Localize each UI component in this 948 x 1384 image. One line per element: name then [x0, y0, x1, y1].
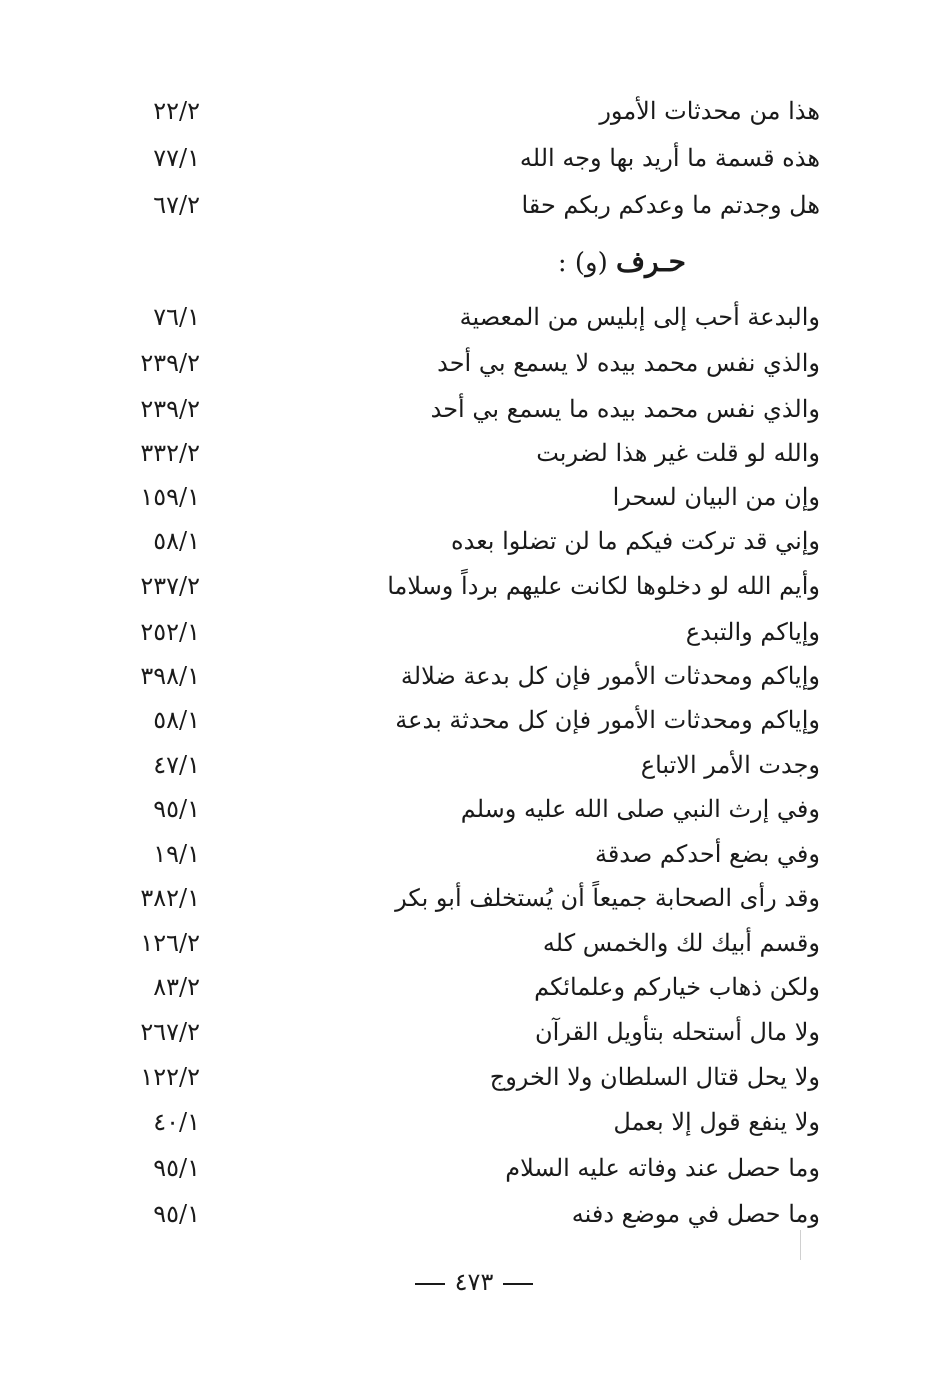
entry-phrase: هذا من محدثات الأمور: [599, 97, 820, 125]
entry-reference: ٣٩٨/١: [140, 662, 200, 690]
entry-phrase: ولا يحل قتال السلطان ولا الخروج: [489, 1063, 820, 1091]
entry-reference: ٢٦٧/٢: [140, 1018, 200, 1046]
entry-phrase: وإياكم ومحدثات الأمور فإن كل بدعة ضلالة: [400, 662, 820, 690]
page-number-dash-left: [415, 1283, 445, 1285]
index-entry: [0, 1145, 948, 1191]
entry-reference: ٢٥٢/١: [140, 618, 200, 646]
entry-phrase: وفي إرث النبي صلى الله عليه وسلم: [460, 795, 820, 823]
entry-phrase: وإني قد تركت فيكم ما لن تضلوا بعده: [451, 527, 820, 555]
index-entry: [0, 563, 948, 609]
index-entry: [0, 88, 948, 134]
entry-phrase: والله لو قلت غير هذا لضربت: [536, 439, 820, 467]
index-entry: [0, 831, 948, 877]
entry-phrase: هذه قسمة ما أريد بها وجه الله: [519, 144, 820, 172]
entry-reference: ٧٦/١: [153, 303, 200, 331]
entry-phrase: وما حصل عند وفاته عليه السلام: [505, 1154, 820, 1182]
entry-reference: ٨٣/٢: [153, 973, 200, 1001]
index-entry: [0, 697, 948, 743]
entry-reference: ٣٨٢/١: [140, 884, 200, 912]
entry-reference: ١٥٩/١: [140, 483, 200, 511]
entry-reference: ٢٢/٢: [153, 97, 200, 125]
entry-reference: ٥٨/١: [153, 706, 200, 734]
entry-phrase: وقسم أبيك لك والخمس كله: [542, 929, 820, 957]
entry-reference: ٢٣٩/٢: [140, 395, 200, 423]
section-heading-word: حـرف: [616, 245, 686, 278]
entry-phrase: وإن من البيان لسحرا: [612, 483, 820, 511]
entry-reference: ١٢٦/٢: [140, 929, 200, 957]
section-heading-letter: (و) :: [557, 248, 608, 278]
index-entry: [0, 1191, 948, 1237]
entry-reference: ٥٨/١: [153, 527, 200, 555]
entry-phrase: والبدعة أحب إلى إبليس من المعصية: [459, 303, 820, 331]
entry-reference: ٩٥/١: [153, 1154, 200, 1182]
entry-reference: ٢٣٧/٢: [140, 572, 200, 600]
index-entry: [0, 609, 948, 655]
index-entry: [0, 182, 948, 228]
entry-reference: ٩٥/١: [153, 1200, 200, 1228]
entry-reference: ١٩/١: [153, 840, 200, 868]
entry-phrase: وإياكم ومحدثات الأمور فإن كل محدثة بدعة: [395, 706, 820, 734]
index-entry: [0, 742, 948, 788]
index-entry: [0, 386, 948, 432]
entry-reference: ٣٣٢/٢: [140, 439, 200, 467]
entry-phrase: ولا مال أستحله بتأويل القرآن: [534, 1018, 820, 1046]
entry-phrase: وقد رأى الصحابة جميعاً أن يُستخلف أبو بكر: [395, 884, 820, 912]
entry-reference: ١٢٢/٢: [140, 1063, 200, 1091]
entry-reference: ٩٥/١: [153, 795, 200, 823]
entry-phrase: والذي نفس محمد بيده ما يسمع بي أحد: [430, 395, 820, 423]
entry-phrase: وإياكم والتبدع: [685, 618, 820, 646]
index-entry: [0, 474, 948, 520]
index-entry: [0, 1009, 948, 1055]
page-number: [0, 1262, 948, 1302]
margin-line: [800, 1230, 801, 1260]
index-entry: [0, 294, 948, 340]
section-heading: [558, 238, 686, 287]
index-entry: [0, 518, 948, 564]
page-number-dash-right: [503, 1283, 533, 1285]
entry-phrase: وجدت الأمر الاتباع: [640, 751, 820, 779]
index-entry: [0, 430, 948, 476]
index-entry: [0, 135, 948, 181]
entry-reference: ٤٠/١: [153, 1108, 200, 1136]
entry-phrase: ولا ينفع قول إلا بعمل: [613, 1108, 820, 1136]
entry-phrase: وأيم الله لو دخلوها لكانت عليهم برداً وسلاما: [387, 572, 820, 600]
index-entry: [0, 964, 948, 1010]
entry-reference: ٢٣٩/٢: [140, 349, 200, 377]
entry-phrase: وفي بضع أحدكم صدقة: [594, 840, 820, 868]
index-entry: [0, 340, 948, 386]
entry-phrase: هل وجدتم ما وعدكم ربكم حقا: [521, 191, 820, 219]
index-entry: [0, 1054, 948, 1100]
index-entry: [0, 920, 948, 966]
index-entry: [0, 653, 948, 699]
entry-phrase: والذي نفس محمد بيده لا يسمع بي أحد: [437, 349, 820, 377]
entry-reference: ٦٧/٢: [153, 191, 200, 219]
entry-phrase: ولكن ذهاب خياركم وعلمائكم: [534, 973, 820, 1001]
index-entry: [0, 786, 948, 832]
entry-phrase: وما حصل في موضع دفنه: [571, 1200, 820, 1228]
page-number-value: ٤٧٣: [454, 1268, 494, 1296]
entry-reference: ٤٧/١: [153, 751, 200, 779]
index-entry: [0, 1099, 948, 1145]
index-entry: [0, 875, 948, 921]
entry-reference: ٧٧/١: [153, 144, 200, 172]
